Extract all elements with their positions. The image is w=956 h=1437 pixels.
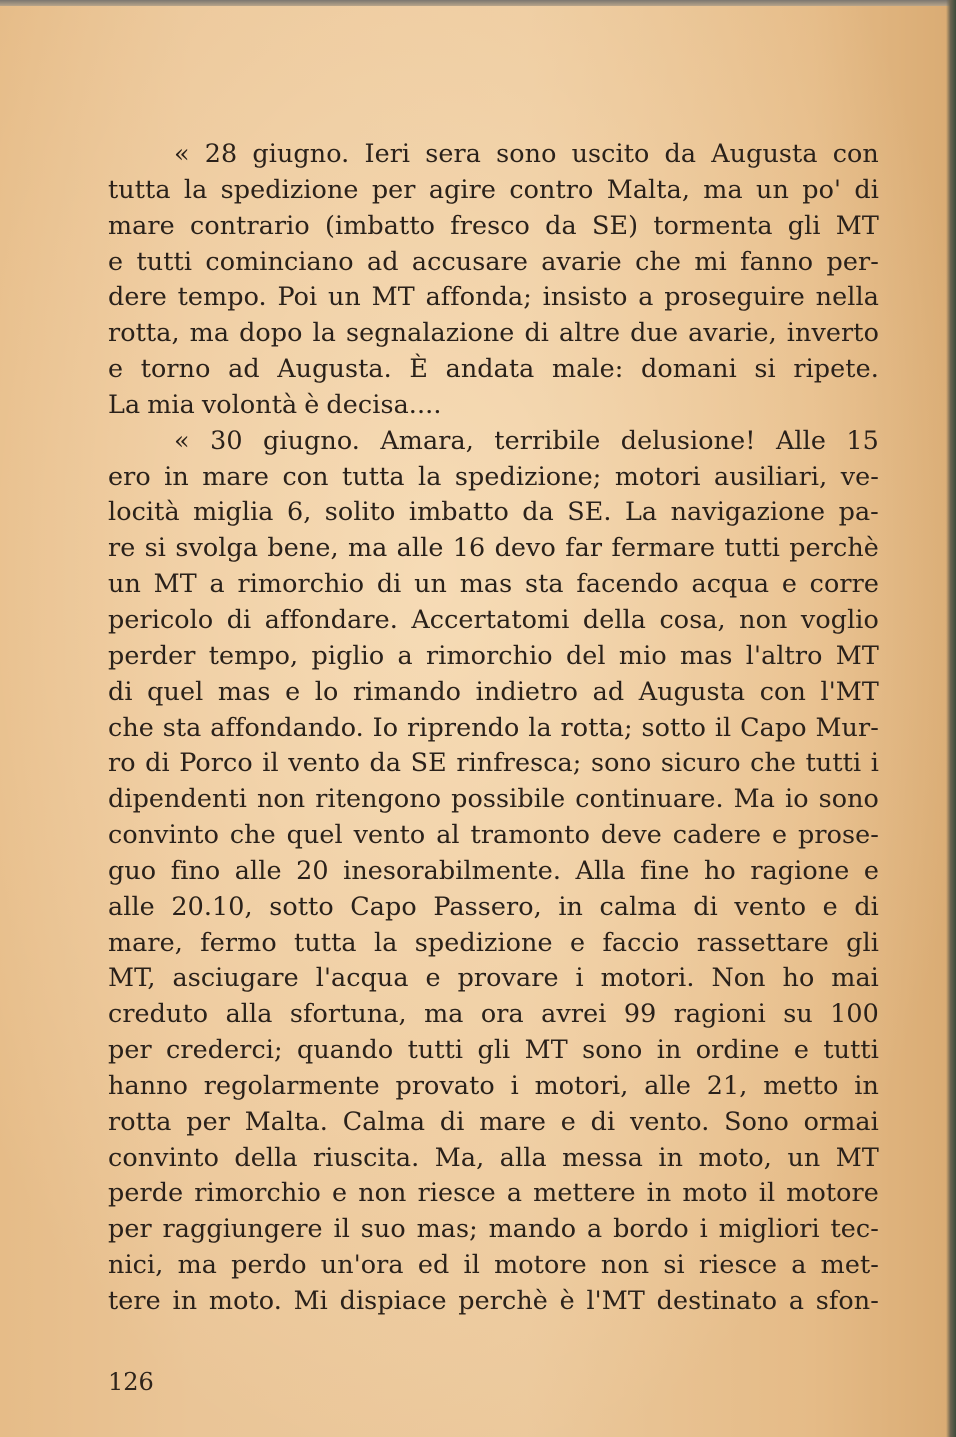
text-line: locità miglia 6, solito imbatto da SE. La navigazione pa-: [108, 496, 879, 527]
text-line: rotta per Malta. Calma di mare e di vento. Sono ormai: [108, 1105, 879, 1136]
text-line: ero in mare con tutta la spedizione; motori ausiliari, ve-: [108, 460, 879, 491]
text-line: un MT a rimorchio di un mas sta facendo acqua e corre: [108, 568, 879, 599]
text-line: pericolo di affondare. Accertatomi della cosa, non voglio: [108, 603, 879, 634]
page-binding-edge: [946, 0, 956, 1437]
text-line: perder tempo, piglio a rimorchio del mio mas l'altro MT: [108, 639, 879, 670]
text-line: La mia volontà è decisa....: [108, 388, 442, 419]
text-line: che sta affondando. Io riprendo la rotta; sotto il Capo Mur-: [108, 711, 879, 742]
text-line: creduto alla sfortuna, ma ora avrei 99 ragioni su 100: [108, 998, 879, 1029]
text-line: e tutti cominciano ad accusare avarie che mi fanno per-: [108, 245, 879, 276]
text-line: alle 20.10, sotto Capo Passero, in calma di vento e di: [108, 890, 879, 921]
body-text: [108, 136, 879, 1319]
text-line: per crederci; quando tutti gli MT sono in ordine e tutti: [108, 1034, 879, 1065]
text-line: ro di Porco il vento da SE rinfresca; sono sicuro che tutti i: [108, 747, 879, 778]
text-line: « 28 giugno. Ieri sera sono uscito da Augusta con: [174, 138, 879, 168]
text-line: di quel mas e lo rimando indietro ad Augusta con l'MT: [108, 675, 879, 706]
text-line: MT, asciugare l'acqua e provare i motori. Non ho mai: [108, 962, 879, 993]
text-line: nici, ma perdo un'ora ed il motore non si riesce a met-: [108, 1249, 879, 1280]
text-line: guo fino alle 20 inesorabilmente. Alla fine ho ragione e: [108, 854, 879, 885]
text-line: tere in moto. Mi dispiace perchè è l'MT destinato a sfon-: [108, 1285, 879, 1315]
text-line: dere tempo. Poi un MT affonda; insisto a proseguire nella: [108, 281, 879, 312]
text-line: e torno ad Augusta. È andata male: domani si ripete.: [108, 353, 879, 384]
text-line: re si svolga bene, ma alle 16 devo far fermare tutti perchè: [108, 532, 879, 563]
text-line: rotta, ma dopo la segnalazione di altre due avarie, inverto: [108, 317, 879, 348]
text-line: convinto che quel vento al tramonto deve cadere e prose-: [108, 819, 879, 850]
text-line: convinto della riuscita. Ma, alla messa in moto, un MT: [108, 1141, 879, 1172]
text-line: per raggiungere il suo mas; mando a bordo i migliori tec-: [108, 1213, 879, 1244]
text-line: hanno regolarmente provato i motori, alle 21, metto in: [108, 1069, 879, 1100]
text-line: mare, fermo tutta la spedizione e faccio rassettare gli: [108, 926, 879, 957]
text-line: dipendenti non ritengono possibile continuare. Ma io sono: [108, 783, 879, 814]
text-line: mare contrario (imbatto fresco da SE) tormenta gli MT: [108, 209, 879, 240]
text-line: « 30 giugno. Amara, terribile delusione! Alle 15: [174, 424, 879, 455]
page-number: 126: [108, 1368, 154, 1396]
text-line: perde rimorchio e non riesce a mettere in moto il motore: [108, 1177, 879, 1208]
page-top-edge: [0, 0, 956, 6]
text-line: tutta la spedizione per agire contro Malta, ma un po' di: [108, 173, 879, 204]
